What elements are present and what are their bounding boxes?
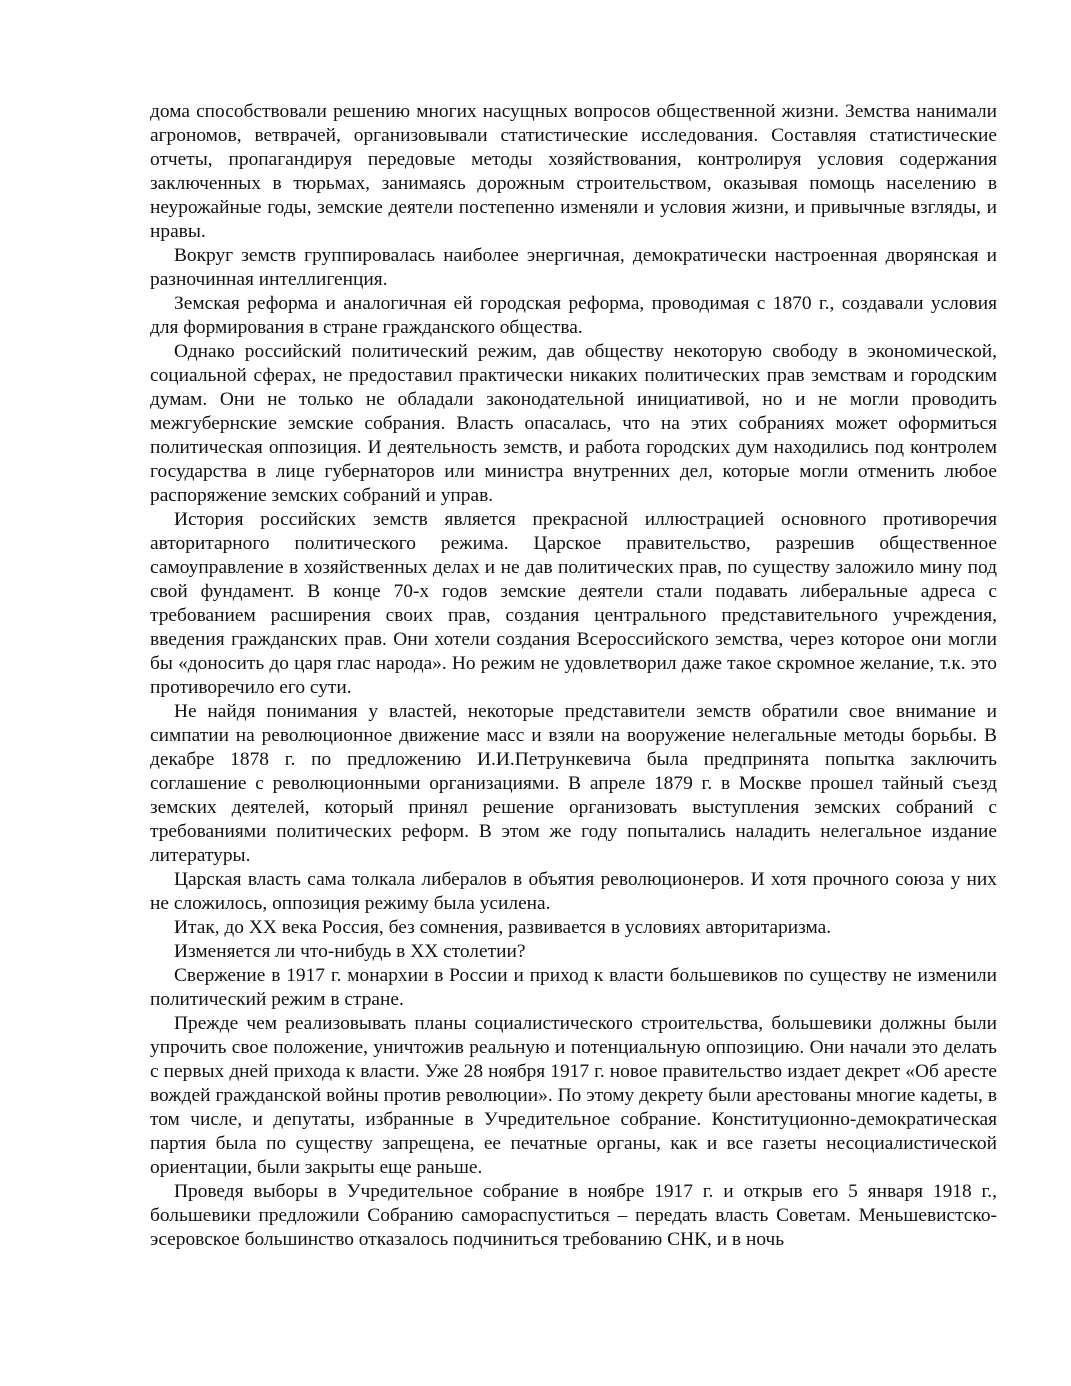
paragraph: Итак, до XX века Россия, без сомнения, развивается в условиях авторитаризма.: [174, 917, 832, 938]
paragraph: Земская реформа и аналогичная ей городская реформа, проводимая с 1870 г., создавали условия для формирования в стране гражданского общества.: [150, 293, 997, 338]
paragraph: Вокруг земств группировалась наиболее энергичная, демократически настроенная дворянская и разночинная интеллигенция.: [150, 245, 997, 290]
paragraph: Изменяется ли что-нибудь в XX столетии?: [174, 941, 526, 962]
paragraph: Не найдя понимания у властей, некоторые представители земств обратили свое внимание и симпатии на революционное движение масс и взяли на вооружение нелегальные методы борьбы. В декабре 1878 г. по предложению И.И.Петрункевича была предпринята попытка заключить соглашение с революционными организациями. В апреле 1879 г. в Москве прошел тайный съезд земских деятелей, который принял решение организовать выступления земских собраний с требованиями политических реформ. В этом же году попытались наладить нелегальное издание литературы.: [150, 701, 997, 866]
paragraph: Однако российский политический режим, дав обществу некоторую свободу в экономической, социальной сферах, не предоставил практически никаких политических прав земствам и городским думам. Они не только не обладали законодательной инициативой, но и не могли проводить межгубернские земские собрания. Власть опасалась, что на этих собраниях может оформиться политическая оппозиция. И деятельность земств, и работа городских дум находились под контролем государства в лице губернаторов или министра внутренних дел, которые могли отменить любое распоряжение земских собраний и управ.: [150, 341, 997, 506]
document-page: [150, 100, 997, 1252]
paragraph: Свержение в 1917 г. монархии в России и приход к власти большевиков по существу не изменили политический режим в стране.: [150, 965, 997, 1010]
paragraph: дома способствовали решению многих насущных вопросов общественной жизни. Земства нанимали агрономов, ветврачей, организовывали статистические исследования. Составляя статистические отчеты, пропагандируя передовые методы хозяйствования, контролируя условия содержания заключенных в тюрьмах, занимаясь дорожным строительством, оказывая помощь населению в неурожайные годы, земские деятели постепенно изменяли и условия жизни, и привычные взгляды, и нравы.: [150, 101, 997, 242]
last-paragraph: Проведя выборы в Учредительное собрание в ноябре 1917 г. и открыв его 5 января 1918 г., большевики предложили Собранию самораспуститься – передать власть Советам. Меньшевистско-эсеровское большинство отказалось подчиниться требованию СНК, и в ночь: [150, 1181, 997, 1250]
paragraph: Царская власть сама толкала либералов в объятия революционеров. И хотя прочного союза у них не сложилось, оппозиция режиму была усилена.: [150, 869, 997, 914]
paragraph: История российских земств является прекрасной иллюстрацией основного противоречия авторитарного политического режима. Царское правительство, разрешив общественное самоуправление в хозяйственных делах и не дав политических прав, по существу заложило мину под свой фундамент. В конце 70-х годов земские деятели стали подавать либеральные адреса с требованием расширения своих прав, создания центрального представительного учреждения, введения гражданских прав. Они хотели создания Всероссийского земства, через которое они могли бы «доносить до царя глас народа». Но режим не удовлетворил даже такое скромное желание, т.к. это противоречило его сути.: [150, 509, 997, 698]
paragraph: Прежде чем реализовывать планы социалистического строительства, большевики должны были упрочить свое положение, уничтожив реальную и потенциальную оппозицию. Они начали это делать с первых дней прихода к власти. Уже 28 ноября 1917 г. новое правительство издает декрет «Об аресте вождей гражданской войны против революции». По этому декрету были арестованы многие кадеты, в том числе, и депутаты, избранные в Учредительное собрание. Конституционно-демократическая партия была по существу запрещена, ее печатные органы, как и все газеты несоциалистической ориентации, были закрыты еще раньше.: [150, 1013, 997, 1178]
